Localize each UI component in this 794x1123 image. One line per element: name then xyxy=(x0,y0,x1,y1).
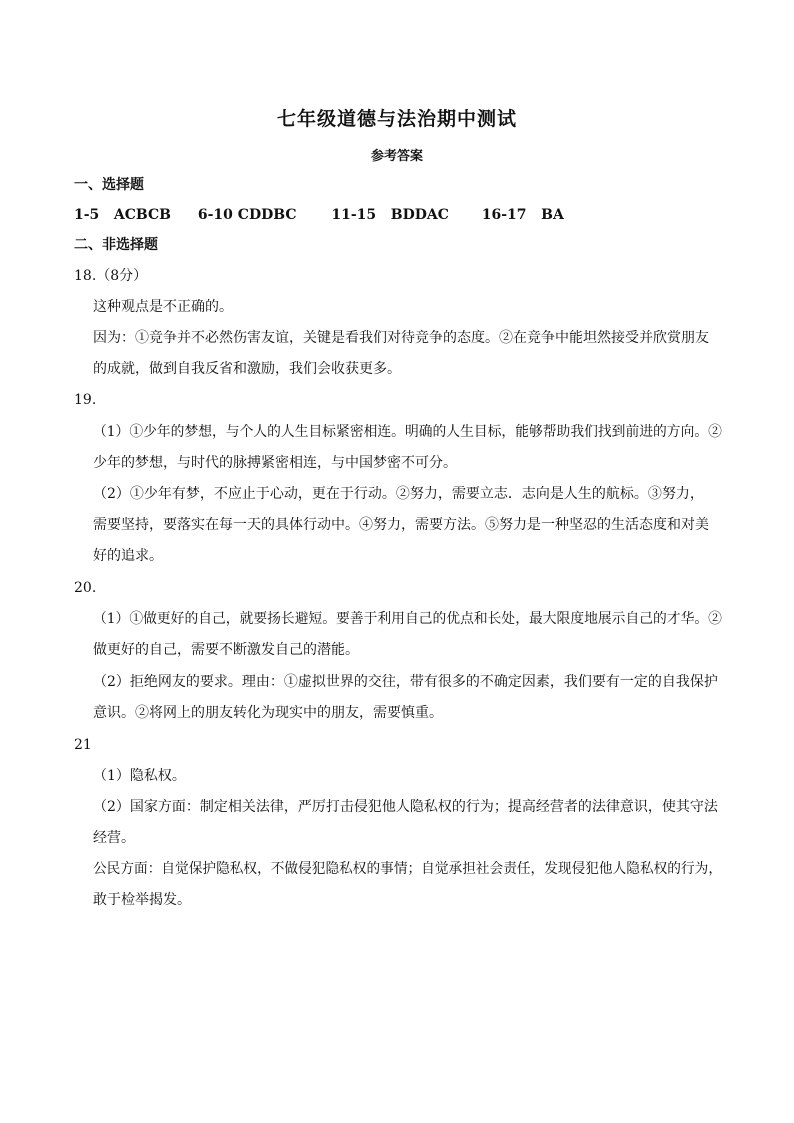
choice-group xyxy=(331,205,449,225)
choice-group xyxy=(482,205,564,225)
question-21-line: （1）隐私权。 xyxy=(93,768,186,784)
choice-answers: BA xyxy=(541,207,564,223)
question-19-line: （2）①少年有梦，不应止于心动，更在于行动。②努力，需要立志．志向是人生的航标。③努力， xyxy=(93,486,704,502)
choice-answers-row xyxy=(74,205,564,225)
page-subtitle: 参考答案 xyxy=(370,149,423,164)
question-21-line: （2）国家方面：制定相关法律，严厉打击侵犯他人隐私权的行为；提高经营者的法律意识，使其守法 xyxy=(93,799,718,815)
question-21-line: 公民方面：自觉保护隐私权，不做侵犯隐私权的事情；自觉承担社会责任，发现侵犯他人隐私权的行为， xyxy=(93,861,722,877)
question-20-line: （2）拒绝网友的要求。理由：①虚拟世界的交往，带有很多的不确定因素，我们要有一定的自我保护 xyxy=(93,674,718,690)
question-19-number: 19. xyxy=(74,392,97,408)
choice-range: 16-17 xyxy=(481,207,527,223)
choice-group xyxy=(74,205,171,225)
question-20-line: （1）①做更好的自己，就要扬长避短。要善于利用自己的优点和长处，最大限度地展示自己的才华。② xyxy=(93,611,722,627)
question-18-number: 18.（8分） xyxy=(74,268,148,284)
choice-answers: BDDAC xyxy=(390,207,449,223)
choice-range: 6-10 xyxy=(197,207,233,223)
question-19-line: （1）①少年的梦想，与个人的人生目标紧密相连。明确的人生目标，能够帮助我们找到前进的方向。② xyxy=(93,424,722,440)
choice-group xyxy=(198,205,297,225)
question-20-line: 做更好的自己，需要不断激发自己的潜能。 xyxy=(93,642,359,658)
question-19-line: 需要坚持，要落实在每一天的具体行动中。④努力，需要方法。⑤努力是一种坚忍的生活态度和对美 xyxy=(93,517,709,533)
question-18-line: 的成就，做到自我反省和激励，我们会收获更多。 xyxy=(93,361,401,377)
question-21-line: 敢于检举揭发。 xyxy=(93,892,191,908)
question-18-line: 这种观点是不正确的。 xyxy=(93,299,233,315)
question-21-number: 21 xyxy=(74,737,92,753)
question-20-number: 20. xyxy=(74,580,97,596)
question-21-line: 经营。 xyxy=(93,830,135,846)
choice-range: 11-15 xyxy=(331,207,377,223)
question-20-line: 意识。②将网上的朋友转化为现实中的朋友，需要慎重。 xyxy=(93,705,443,721)
page-title: 七年级道德与法治期中测试 xyxy=(276,108,517,130)
question-19-line: 好的追求。 xyxy=(93,548,163,564)
choice-answers: ACBCB xyxy=(113,207,171,223)
choice-answers: CDDBC xyxy=(237,207,297,223)
question-18-line: 因为：①竞争并不必然伤害友谊，关键是看我们对待竞争的态度。②在竞争中能坦然接受并欣赏朋友 xyxy=(93,330,709,346)
question-19-line: 少年的梦想，与时代的脉搏紧密相连，与中国梦密不可分。 xyxy=(93,455,457,471)
section-heading-nonchoice: 二、非选择题 xyxy=(74,237,158,253)
choice-range: 1-5 xyxy=(74,207,100,223)
section-heading-choice: 一、选择题 xyxy=(74,177,144,193)
